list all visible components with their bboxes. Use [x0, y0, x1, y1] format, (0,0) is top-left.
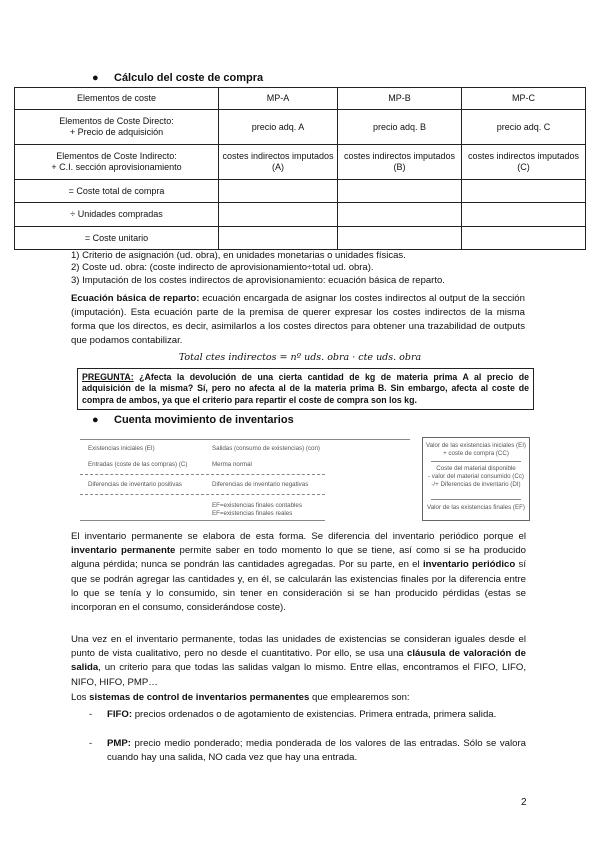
table-header: MP-A [219, 88, 338, 110]
figure-text: Diferencias de inventario positivas [88, 481, 182, 488]
row-label: Elementos de Coste Directo: + Precio de adquisición [15, 110, 219, 145]
bullet-icon: ● [92, 72, 99, 84]
dash-icon: - [89, 709, 93, 720]
paragraph-clausula: Una vez en el inventario permanente, todas las unidades de existencias se consideran iguales desde el punto de vista cualitativo, pero no desde el cuantitativo. Por ello, se usa una cláusula de valoración de salida, un criterio para que todas las salidas valgan lo mismo. Entre ellas, encontramos el FIFO, LIFO, NIFO, HIFO, PMP… [71, 634, 526, 688]
figure-valuation-box [422, 437, 530, 521]
table-row [15, 110, 586, 145]
table-cell [462, 180, 586, 203]
divider [80, 474, 325, 475]
divider [80, 439, 410, 440]
figure-text: Merma normal [212, 461, 252, 468]
row-label: Elementos de Coste Indirecto: + C.I. sección aprovisionamiento [15, 145, 219, 180]
page-number: 2 [521, 797, 527, 808]
table-row [15, 227, 586, 250]
divider [80, 494, 325, 495]
ecuacion-paragraph: Ecuación básica de reparto: ecuación encargada de asignar los costes indirectos al output de la sección (imputación). Esta ecuación parte de la premisa de querer expresar los costes indirectos de la misma forma que los directos, es decir, asimilarlos a los costes directos para obtener una trazabilidad de outputs que podamos contabilizar. [71, 293, 525, 346]
figure-text: EF=existencias finales reales [212, 510, 293, 517]
table-cell: precio adq. A [219, 110, 338, 145]
table-cell [338, 203, 462, 227]
dash-icon: - [89, 738, 93, 749]
table-cell [219, 203, 338, 227]
row-label: ÷ Unidades compradas [15, 203, 219, 227]
table-row [15, 203, 586, 227]
table-cell [462, 227, 586, 250]
figure-text: Valor de las existencias finales (EF) [427, 504, 525, 511]
table-row [15, 180, 586, 203]
list-item: FIFO: precios ordenados o de agotamiento de existencias. Primera entrada, primera salida. [107, 709, 497, 720]
formula: Total ctes indirectos = nº uds. obra · cte uds. obra [178, 352, 422, 363]
figure-text: Diferencias de inventario negativas [212, 481, 309, 488]
table-cell: costes indirectos imputados (B) [338, 145, 462, 180]
cost-table [14, 87, 586, 250]
table-row [15, 145, 586, 180]
figure-text: Salidas (consumo de existencias) (con) [212, 445, 320, 452]
table-cell [338, 227, 462, 250]
section-heading-inventarios: ● Cuenta movimiento de inventarios [92, 414, 294, 426]
paragraph-inventario: El inventario permanente se elabora de esta forma. Se diferencia del inventario periódico porque el inventario permanente permite saber en todo momento lo que se tiene, así como si se ha producido alguna pérdida; nunca se pondrán las cantidades agregadas. Por su parte, en el inventario periódico sí que se podrán agregar las cantidades y, en él, se calcularán las existencias finales por la diferencia entre lo que se tenía y lo consumido, sin tener en consideración si se han producido pérdidas (estas se incorporan en el consumo, considerándose coste). [71, 531, 526, 614]
figure-text: Valor de las existencias iniciales (EI) [426, 442, 526, 449]
table-header: MP-C [462, 88, 586, 110]
table-cell [219, 227, 338, 250]
bullet-icon: ● [92, 414, 99, 426]
pregunta-box: PREGUNTA: ¿Afecta la devolución de una cierta cantidad de kg de materia prima A al precio de adquisición de la misma? Sí, pero no afecta al de la materia prima B. Sin embargo, afecta al coste de compra de ambos, ya que el criterio para repartir el coste de compra son los kg. [77, 368, 534, 410]
row-label: = Coste total de compra [15, 180, 219, 203]
divider [431, 499, 521, 500]
divider [431, 461, 521, 462]
table-cell: costes indirectos imputados (C) [462, 145, 586, 180]
table-header-row [15, 88, 586, 110]
divider [80, 520, 325, 521]
step-item: 1) Criterio de asignación (ud. obra), en unidades monetarias o unidades físicas. [71, 250, 406, 261]
figure-text: EF=existencias finales contables [212, 502, 302, 509]
figure-text: + coste de compra (CC) [443, 450, 509, 457]
table-cell [219, 180, 338, 203]
step-item: 3) Imputación de los costes indirectos de aprovisionamiento: ecuación básica de reparto. [71, 274, 445, 286]
figure-text: - valor del material consumido (Cc) [428, 473, 524, 480]
table-cell: costes indirectos imputados (A) [219, 145, 338, 180]
figure-text: Existencias iniciales (EI) [88, 445, 155, 452]
section-heading-coste-compra: ● Cálculo del coste de compra [92, 72, 264, 84]
table-cell: precio adq. B [338, 110, 462, 145]
table-header: MP-B [338, 88, 462, 110]
row-label: = Coste unitario [15, 227, 219, 250]
table-cell: precio adq. C [462, 110, 586, 145]
steps-list [71, 250, 591, 287]
figure-text: Entradas (coste de las compras) (C) [88, 461, 188, 468]
figure-text: Coste del material disponible [436, 465, 516, 472]
table-header: Elementos de coste [15, 88, 219, 110]
table-cell [462, 203, 586, 227]
list-item: PMP: precio medio ponderado; media ponderada de los valores de las entradas. Sólo se valora cuando hay una salida, NO cada vez que hay una entrada. [107, 738, 526, 764]
step-item: 2) Coste ud. obra: (coste indirecto de aprovisionamiento÷total ud. obra). [71, 262, 374, 274]
table-cell [338, 180, 462, 203]
figure-text: -/+ Diferencias de inventario (DI) [431, 481, 521, 488]
paragraph-sistemas: Los sistemas de control de inventarios permanentes que emplearemos son: [71, 692, 410, 703]
